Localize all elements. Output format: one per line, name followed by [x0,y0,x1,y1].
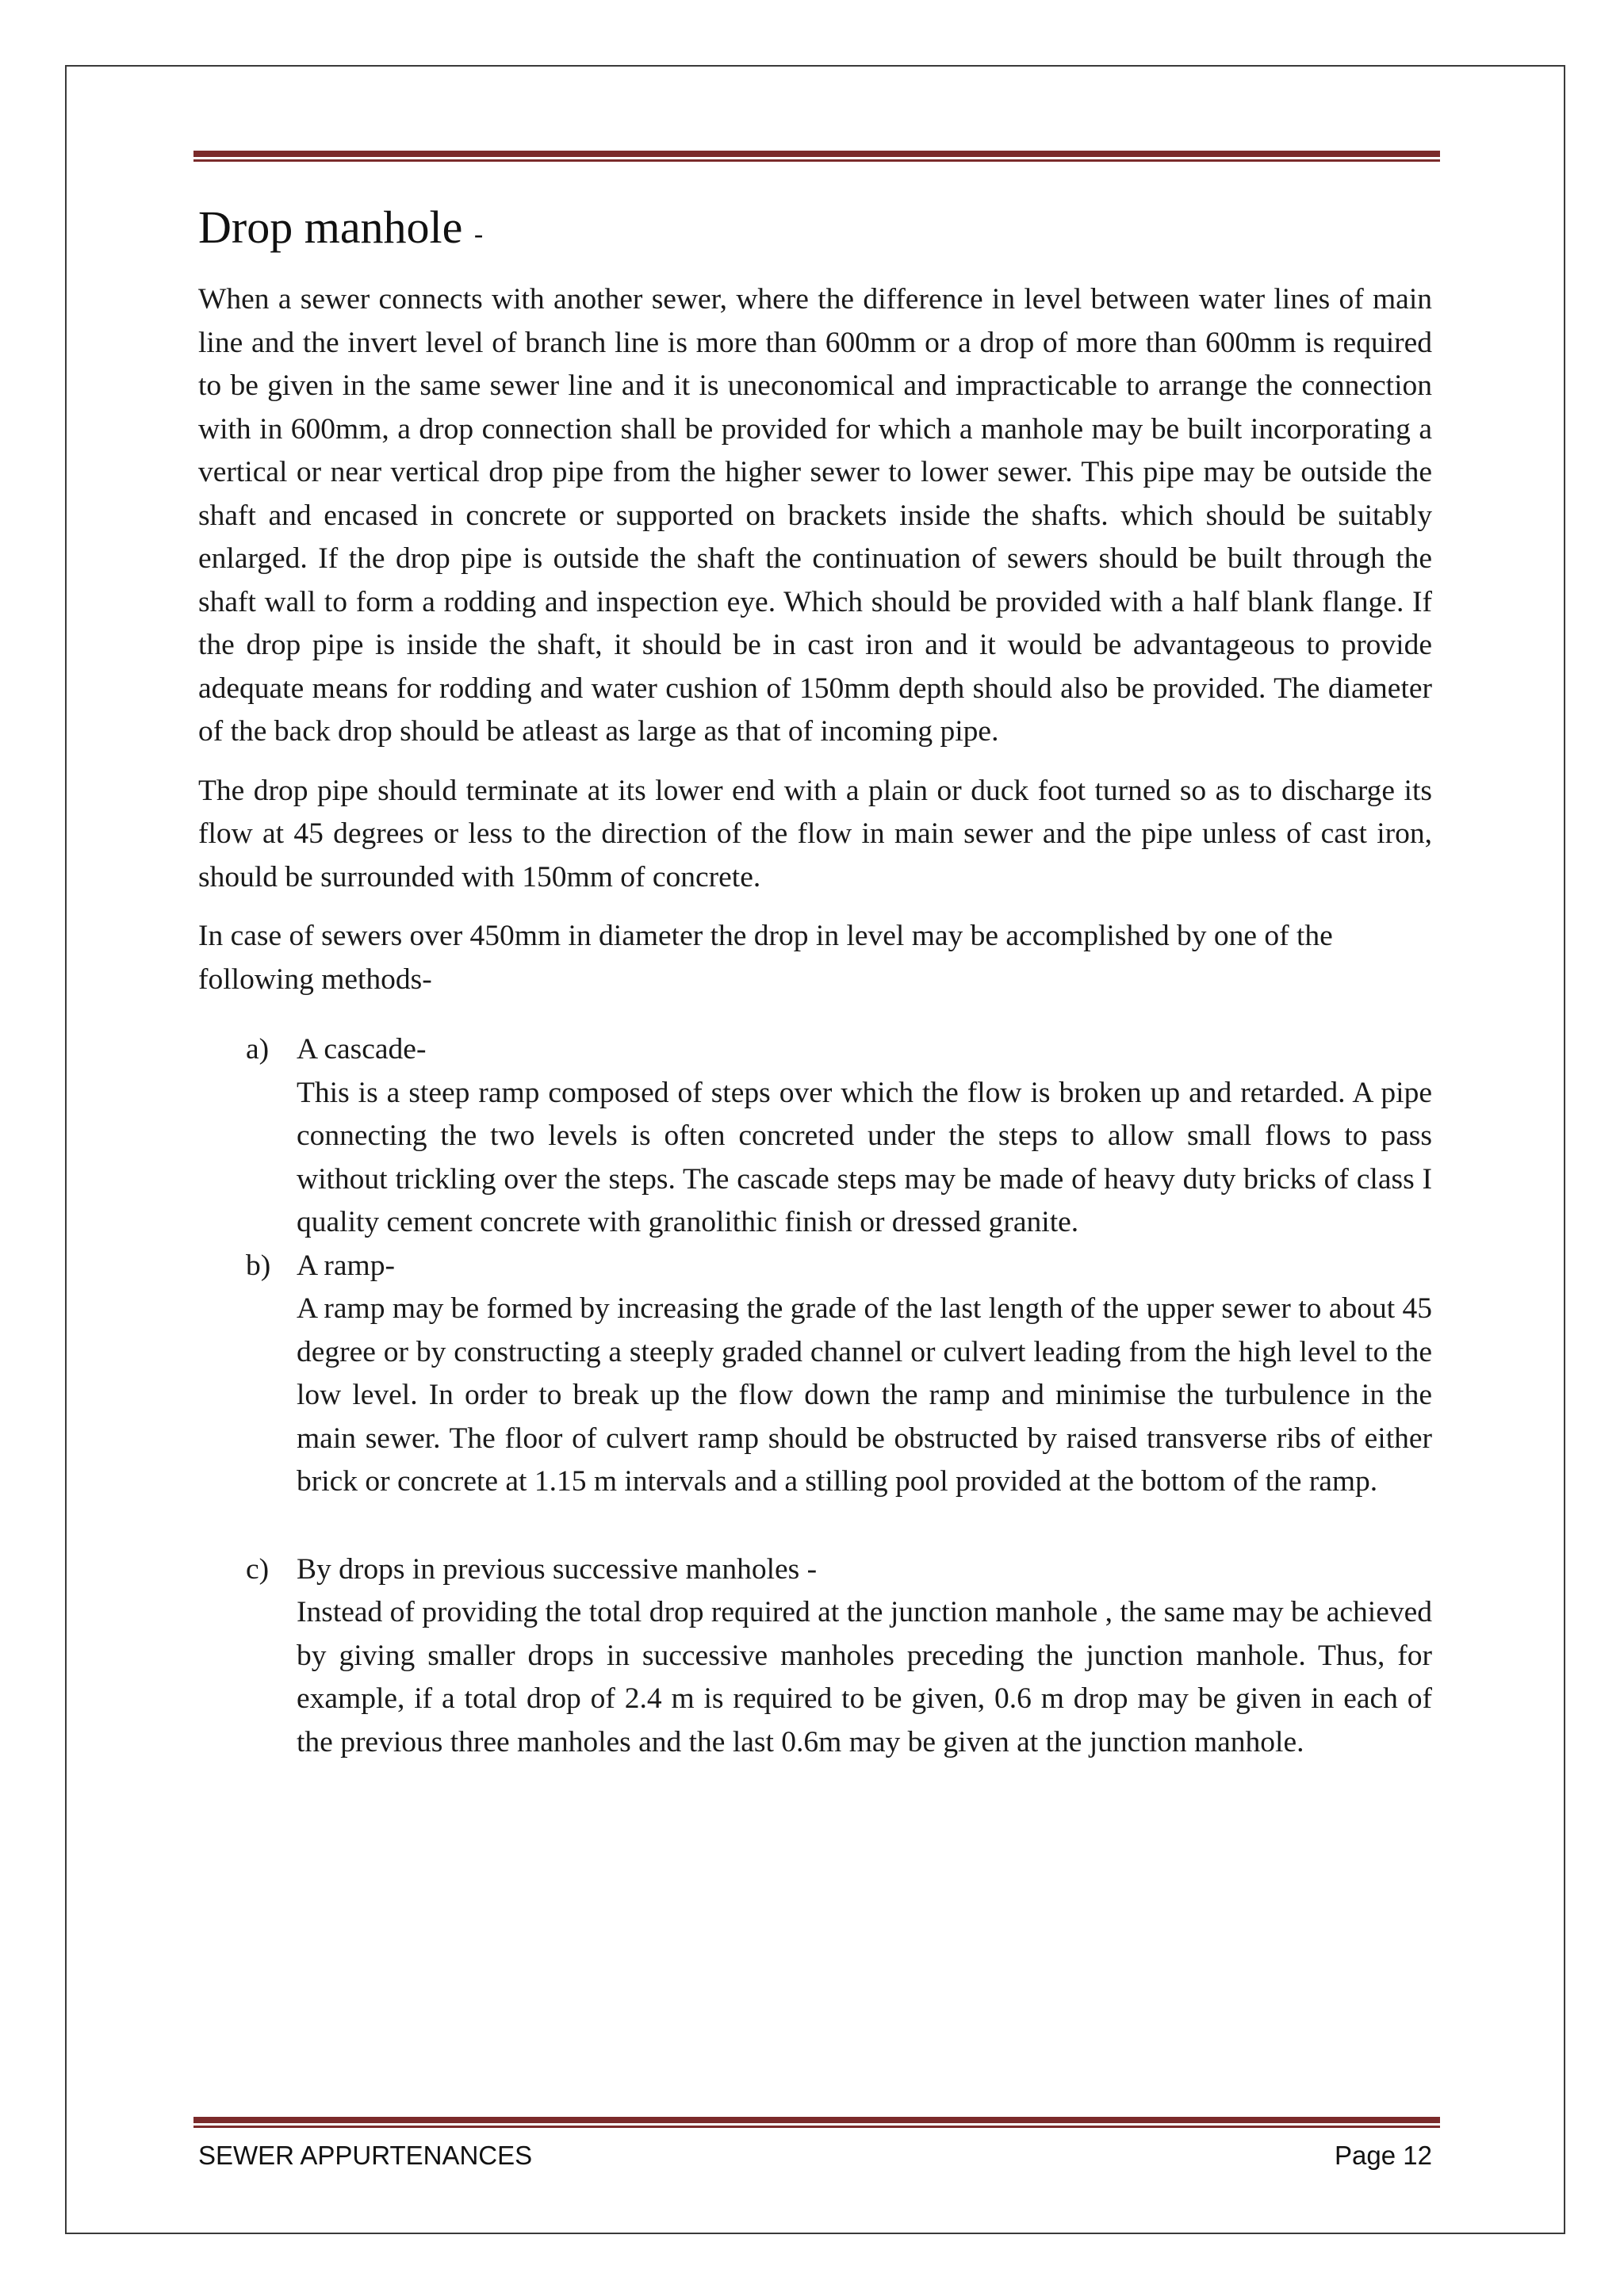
list-item-title: A ramp- [297,1249,395,1282]
list-item-body: A ramp may be formed by increasing the grade of the last length of the upper sewer to about 45 degree or by constructing a steeply graded channel or culvert leading from the high level to the low level. In order to break up the flow down the ramp and minimise the turbulence in the main sewer. The floor of culvert ramp should be obstructed by raised transverse ribs of either brick or concrete at 1.15 m intervals and a stilling pool provided at the bottom of the ramp. [297,1292,1432,1498]
list-item-body: Instead of providing the total drop required at the junction manhole , the same may be achieved by giving smaller drops in successive manholes preceding the junction manhole. Thus, for example, if a total drop of 2.4 m is required to be given, 0.6 m drop may be given in each of the previous three manholes and the last 0.6m may be given at the junction manhole. [297,1596,1432,1758]
list-item [198,1245,1432,1504]
footer-rule [193,2117,1440,2128]
paragraph-methods-intro: In case of sewers over 450mm in diameter the drop in level may be accomplished by one of the following methods- [198,920,1333,996]
list-item [198,1548,1432,1765]
header-rule [193,151,1440,162]
footer-page-number: Page 12 [1335,2141,1432,2170]
methods-list [198,1028,1432,1764]
list-marker: b) [246,1249,271,1282]
section-heading-dash: - [473,220,484,249]
list-item-title: A cascade- [297,1033,427,1066]
footer-chapter-title: SEWER APPURTENANCES [198,2141,533,2170]
section-heading-title: Drop manhole [198,201,463,253]
list-marker: c) [246,1552,270,1586]
list-item [198,1028,1432,1245]
list-marker: a) [246,1033,270,1066]
list-item-body: This is a steep ramp composed of steps over which the flow is broken up and retarded. A pipe connecting the two levels is often concreted under the steps to allow small flows to pass without trickling over the steps. The cascade steps may be made of heavy duty bricks of class I quality cement concrete with granolithic finish or dressed granite. [297,1076,1432,1238]
list-item-title: By drops in previous successive manholes - [297,1552,818,1586]
page-content [198,200,1432,1764]
paragraph-intro: When a sewer connects with another sewer, where the difference in level between water lines of main line and the invert level of branch line is more than 600mm or a drop of more than 600mm is required to be given in the same sewer line and it is uneconomical and impracticable to arrange the connection with in 600mm, a drop connection shall be provided for which a manhole may be built incorporating a vertical or near vertical drop pipe from the higher sewer to lower sewer. This pipe may be outside the shaft and encased in concrete or supported on brackets inside the shafts. which should be suitably enlarged. If the drop pipe is outside the shaft the continuation of sewers should be built through the shaft wall to form a rodding and inspection eye. Which should be provided with a half blank flange. If the drop pipe is inside the shaft, it should be in cast iron and it would be advantageous to provide adequate means for rodding and water cushion of 150mm depth should also be provided. The diameter of the back drop should be atleast as large as that of incoming pipe. [198,283,1432,748]
paragraph-drop-pipe: The drop pipe should terminate at its lower end with a plain or duck foot turned so as to discharge its flow at 45 degrees or less to the direction of the flow in main sewer and the pipe unless of cast iron, should be surrounded with 150mm of concrete. [198,774,1432,894]
section-heading [198,200,1432,262]
